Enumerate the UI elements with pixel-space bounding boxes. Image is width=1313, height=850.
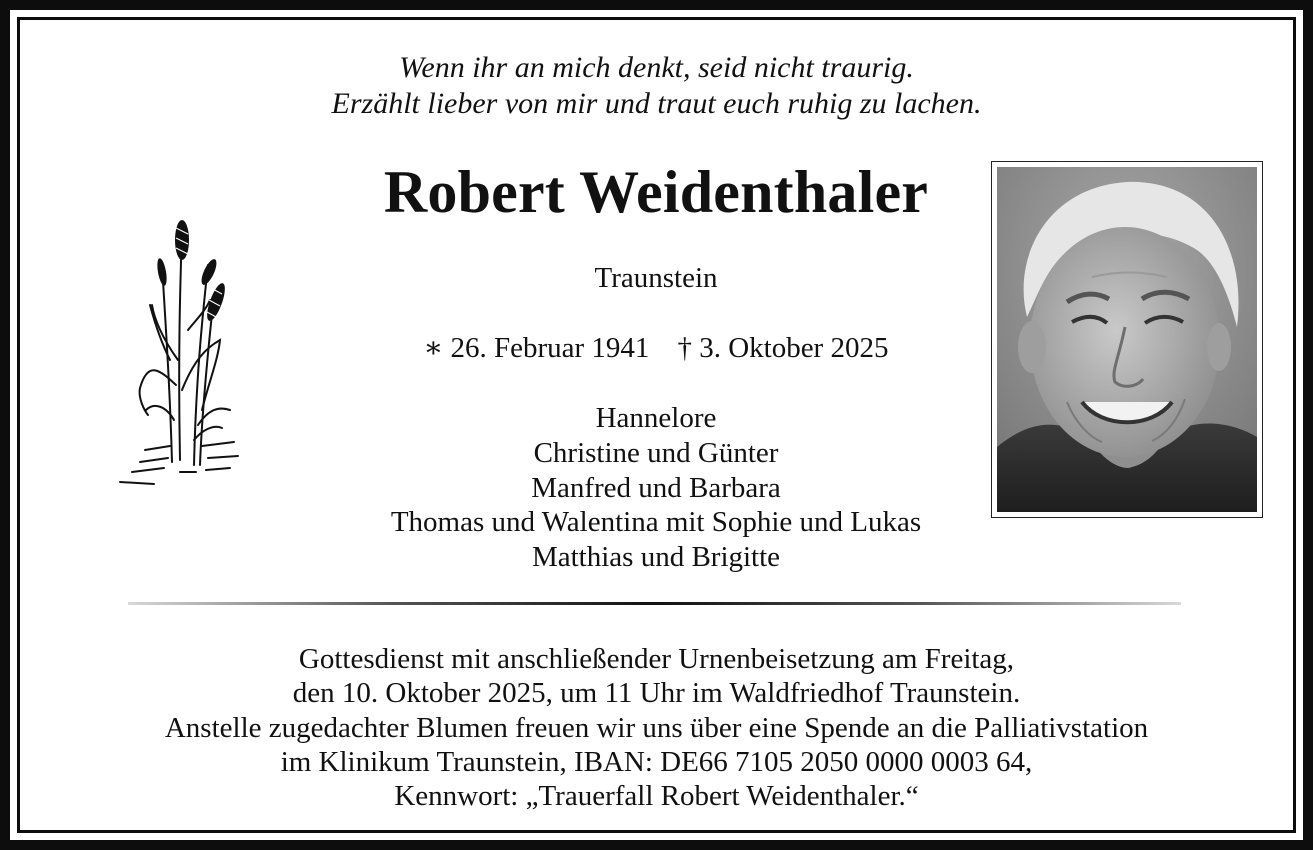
mourner-5: Matthias und Brigitte xyxy=(531,541,781,573)
deceased-name: Robert Weidenthaler xyxy=(383,159,929,225)
death-date: 3. Oktober 2025 xyxy=(699,332,889,364)
divider-line xyxy=(128,602,1181,605)
life-dates xyxy=(250,331,1062,365)
portrait-photo xyxy=(997,167,1257,512)
birth-date: 26. Februar 1941 xyxy=(450,332,650,364)
notice-line-5: Kennwort: „Trauerfall Robert Weidenthaler.“ xyxy=(394,780,919,812)
reed-plant-icon xyxy=(110,210,250,495)
notice-line-3: Anstelle zugedachter Blumen freuen wir uns über eine Spende an die Palliativstation xyxy=(164,712,1149,744)
notice-line-2: den 10. Oktober 2025, um 11 Uhr im Waldfriedhof Traunstein. xyxy=(292,677,1021,709)
mourner-1: Hannelore xyxy=(595,402,717,434)
death-symbol: † xyxy=(677,332,692,364)
mourner-2: Christine und Günter xyxy=(533,437,779,469)
birth-symbol: ∗ xyxy=(423,332,444,364)
notice-line-4: im Klinikum Traunstein, IBAN: DE66 7105 2050 0000 0003 64, xyxy=(280,746,1033,778)
mourner-3: Manfred und Barbara xyxy=(531,472,781,504)
portrait-frame xyxy=(991,161,1263,518)
mourner-4: Thomas und Walentina mit Sophie und Lukas xyxy=(390,506,922,538)
motto-line-1: Wenn ihr an mich denkt, seid nicht traurig. xyxy=(399,51,914,84)
motto-line-2: Erzählt lieber von mir und traut euch ruhig zu lachen. xyxy=(331,87,982,120)
deceased-place: Traunstein xyxy=(594,262,718,294)
notice-line-1: Gottesdienst mit anschließender Urnenbeisetzung am Freitag, xyxy=(298,643,1015,675)
